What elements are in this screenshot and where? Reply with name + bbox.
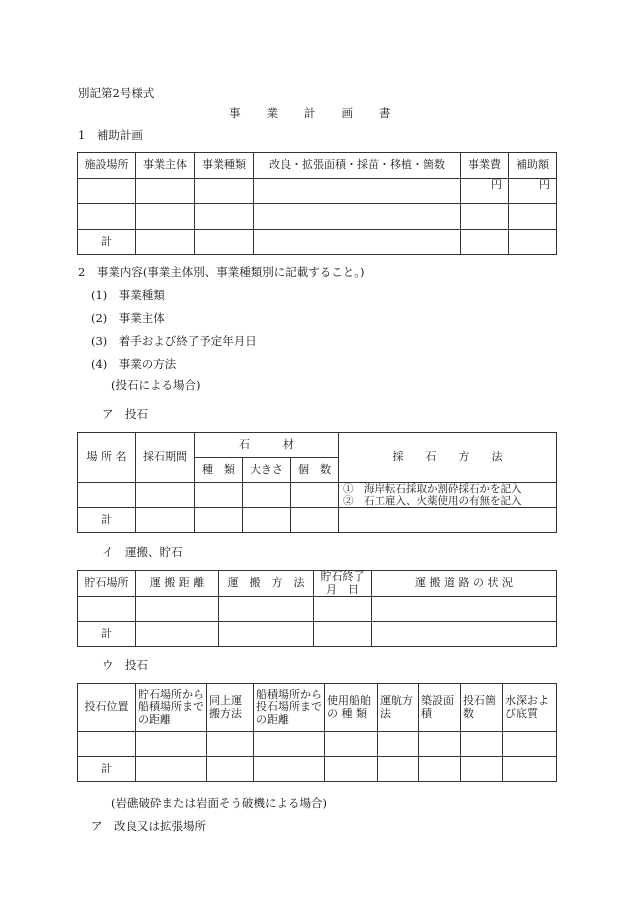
table-row xyxy=(78,597,557,622)
cell xyxy=(509,204,557,230)
cell xyxy=(78,732,136,757)
col-header: 同上運搬方法 xyxy=(207,684,254,732)
cell xyxy=(136,204,195,230)
list-item: (1) 事業種類 xyxy=(91,288,165,302)
col-header: 船積場所から投石場所までの距離 xyxy=(254,684,325,732)
table-header-row xyxy=(78,571,557,597)
title-char: 業 xyxy=(266,106,278,120)
table-header-row xyxy=(78,433,557,458)
title-char: 事 xyxy=(229,106,241,120)
list-item: (3) 着手および終了予定年月日 xyxy=(91,334,257,348)
col-header: 採 石 方 法 xyxy=(339,433,557,483)
total-label: 計 xyxy=(78,230,136,255)
cell xyxy=(78,179,136,204)
table-header-row xyxy=(78,153,557,179)
cell xyxy=(195,204,254,230)
cell xyxy=(195,508,243,533)
cell xyxy=(136,757,207,782)
total-label: 計 xyxy=(78,622,136,647)
total-label: 計 xyxy=(78,508,136,533)
stone-quarry-table xyxy=(77,432,557,533)
cell xyxy=(243,483,291,508)
cell xyxy=(136,230,195,255)
total-row xyxy=(78,757,557,782)
total-label: 計 xyxy=(78,757,136,782)
cell xyxy=(136,483,195,508)
cell xyxy=(314,597,372,622)
form-label: 別記第2号様式 xyxy=(78,86,155,100)
title-char: 書 xyxy=(379,106,391,120)
cell xyxy=(136,622,219,647)
case-reef-label: (岩礁破砕または岩面そう破機による場合) xyxy=(111,796,327,810)
cell xyxy=(136,508,195,533)
cell xyxy=(372,622,557,647)
cell xyxy=(339,508,557,533)
cell xyxy=(461,230,509,255)
cell xyxy=(136,732,207,757)
cell xyxy=(195,179,254,204)
total-row xyxy=(78,508,557,533)
col-header: 大きさ xyxy=(243,458,291,483)
cell xyxy=(378,757,419,782)
note: ① 海岸転石採取か割砕採石かを記入 xyxy=(343,483,522,495)
col-header: 使用船舶の 種 類 xyxy=(325,684,378,732)
title-char: 画 xyxy=(341,106,353,120)
total-row xyxy=(78,622,557,647)
cell xyxy=(78,597,136,622)
col-header: 事業種類 xyxy=(195,153,254,179)
table-row xyxy=(78,483,557,508)
col-header: 事業主体 xyxy=(136,153,195,179)
cell xyxy=(461,757,503,782)
cell xyxy=(78,483,136,508)
cell xyxy=(195,483,243,508)
cell xyxy=(219,597,314,622)
cell xyxy=(314,622,372,647)
col-header: 個 数 xyxy=(291,458,339,483)
cell xyxy=(372,597,557,622)
cell xyxy=(207,732,254,757)
stone-placement-table xyxy=(77,683,557,782)
col-header: 場 所 名 xyxy=(78,433,136,483)
cell xyxy=(243,508,291,533)
cell xyxy=(291,508,339,533)
col-header: 改良・拡張面積・採苗・移植・箇数 xyxy=(254,153,461,179)
cell xyxy=(503,732,557,757)
cell xyxy=(419,757,461,782)
total-row xyxy=(78,230,557,255)
cell xyxy=(461,204,509,230)
col-header: 貯石場所から船積場所までの距離 xyxy=(136,684,207,732)
col-header: 投石位置 xyxy=(78,684,136,732)
cell xyxy=(509,230,557,255)
cell xyxy=(503,757,557,782)
col-header: 運 搬 道 路 の 状 況 xyxy=(372,571,557,597)
sub-a-heading: ア 投石 xyxy=(102,407,148,421)
title-char: 計 xyxy=(304,106,316,120)
subsidy-plan-table xyxy=(77,152,557,255)
case-stone-label: (投石による場合) xyxy=(111,378,201,392)
method-notes xyxy=(339,483,557,508)
cell xyxy=(254,757,325,782)
cell xyxy=(254,732,325,757)
section1-heading: 1 補助計画 xyxy=(78,128,143,142)
reef-a-heading: ア 改良又は拡張場所 xyxy=(91,819,206,833)
col-header: 水深および底質 xyxy=(503,684,557,732)
col-header: 採石期間 xyxy=(136,433,195,483)
cell xyxy=(136,597,219,622)
list-item: (4) 事業の方法 xyxy=(91,357,177,371)
cell xyxy=(254,179,461,204)
cell xyxy=(219,622,314,647)
unit-yen: 円 xyxy=(461,179,509,204)
col-header: 貯石終了 月 日 xyxy=(314,571,372,597)
table-header-row xyxy=(78,684,557,732)
cell xyxy=(207,757,254,782)
table-row xyxy=(78,732,557,757)
col-header: 築設面積 xyxy=(419,684,461,732)
cell xyxy=(254,230,461,255)
unit-yen: 円 xyxy=(509,179,557,204)
cell xyxy=(136,179,195,204)
col-header: 運 搬 方 法 xyxy=(219,571,314,597)
col-header: 種 類 xyxy=(195,458,243,483)
cell xyxy=(254,204,461,230)
transport-storage-table xyxy=(77,570,557,647)
col-header: 施設場所 xyxy=(78,153,136,179)
col-header: 投石箇数 xyxy=(461,684,503,732)
cell xyxy=(325,732,378,757)
sub-c-heading: ウ 投石 xyxy=(102,658,148,672)
page-title xyxy=(229,107,417,121)
cell xyxy=(78,204,136,230)
cell xyxy=(419,732,461,757)
cell xyxy=(378,732,419,757)
col-header: 石 材 xyxy=(195,433,339,458)
col-header: 事業費 xyxy=(461,153,509,179)
cell xyxy=(291,483,339,508)
col-header: 運 搬 距 離 xyxy=(136,571,219,597)
sub-b-heading: イ 運搬、貯石 xyxy=(102,545,183,559)
table-row xyxy=(78,204,557,230)
cell xyxy=(461,732,503,757)
list-item: (2) 事業主体 xyxy=(91,311,165,325)
note: ② 石工雇入、火薬使用の有無を記入 xyxy=(343,495,522,508)
col-header: 補助額 xyxy=(509,153,557,179)
col-header: 貯石場所 xyxy=(78,571,136,597)
cell xyxy=(195,230,254,255)
col-header: 運航方法 xyxy=(378,684,419,732)
cell xyxy=(325,757,378,782)
table-row xyxy=(78,179,557,204)
section2-heading: 2 事業内容(事業主体別、事業種類別に記載すること。) xyxy=(78,265,365,279)
